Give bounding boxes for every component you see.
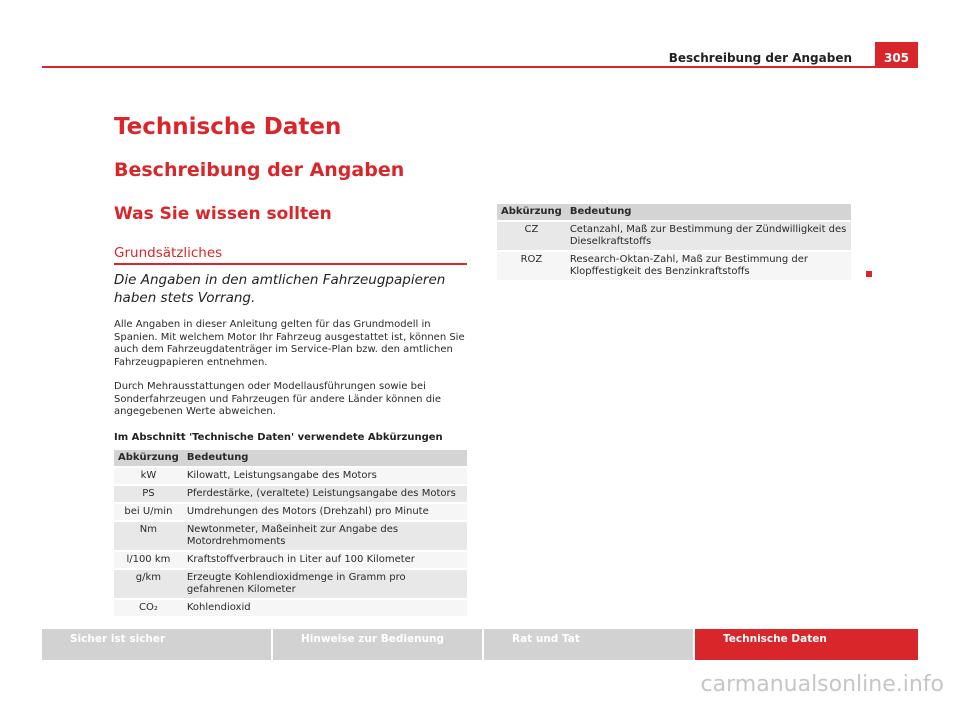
table-row (114, 521, 467, 551)
table-caption: Im Abschnitt 'Technische Daten' verwendete Abkürzungen (114, 432, 443, 443)
body-paragraph: Durch Mehrausstattungen oder Modellausführungen sowie bei Sonderfahrzeugen und Fahrzeugen für andere Länder können die angegebenen Werte abweichen. (114, 381, 441, 418)
meaning-cell: Research-Oktan-Zahl, Maß zur Bestimmung der Klopffestigkeit des Benzinkraftstoffs (566, 251, 851, 280)
abbreviation-cell: kW (114, 467, 183, 485)
tab-hinweise-zur-bedienung[interactable]: Hinweise zur Bedienung (273, 629, 482, 660)
abbreviation-cell: Nm (114, 521, 183, 551)
column-header-meaning: Bedeutung (566, 204, 851, 221)
tab-sicher-ist-sicher[interactable]: Sicher ist sicher (42, 629, 271, 660)
table-row (114, 551, 467, 569)
abbreviation-cell: bei U/min (114, 503, 183, 521)
table-header-row (114, 450, 467, 467)
chapter-title: Technische Daten (114, 114, 342, 140)
topic-rule (114, 263, 467, 265)
abbreviation-cell: CO₂ (114, 599, 183, 616)
meaning-cell: Newtonmeter, Maßeinheit zur Angabe des Motordrehmoments (183, 521, 467, 551)
section-title: Beschreibung der Angaben (114, 159, 405, 181)
table-row (497, 221, 851, 251)
tab-technische-daten[interactable]: Technische Daten (695, 629, 918, 660)
abbreviation-cell: l/100 km (114, 551, 183, 569)
page-number: 305 (875, 42, 918, 68)
abbreviations-table (114, 450, 467, 616)
abbreviation-cell: ROZ (497, 251, 566, 280)
meaning-cell: Pferdestärke, (veraltete) Leistungsangabe des Motors (183, 485, 467, 503)
meaning-cell: Kilowatt, Leistungsangabe des Motors (183, 467, 467, 485)
column-header-meaning: Bedeutung (183, 450, 467, 467)
table-row (114, 569, 467, 599)
column-header-abbreviation: Abkürzung (497, 204, 566, 221)
table-row (114, 467, 467, 485)
running-header-title: Beschreibung der Angaben (668, 51, 852, 65)
header-rule (42, 66, 918, 68)
meaning-cell: Umdrehungen des Motors (Drehzahl) pro Minute (183, 503, 467, 521)
meaning-cell: Kraftstoffverbrauch in Liter auf 100 Kilometer (183, 551, 467, 569)
table-header-row (497, 204, 851, 221)
fuel-abbreviations-table (497, 204, 851, 280)
meaning-cell: Cetanzahl, Maß zur Bestimmung der Zündwilligkeit des Dieselkraftstoffs (566, 221, 851, 251)
table-row (114, 485, 467, 503)
abbreviation-cell: g/km (114, 569, 183, 599)
subsection-title: Was Sie wissen sollten (114, 204, 332, 224)
table-row (114, 503, 467, 521)
abbreviation-cell: PS (114, 485, 183, 503)
meaning-cell: Erzeugte Kohlendioxidmenge in Gramm pro gefahrenen Kilometer (183, 569, 467, 599)
watermark: carmanualsonline.info (700, 672, 944, 697)
table-row (497, 251, 851, 280)
column-header-abbreviation: Abkürzung (114, 450, 183, 467)
chapter-navigation (42, 629, 918, 660)
meaning-cell: Kohlendioxid (183, 599, 467, 616)
lead-text: Die Angaben in den amtlichen Fahrzeugpapieren haben stets Vorrang. (114, 272, 446, 306)
section-end-marker-icon (866, 271, 872, 277)
tab-rat-und-tat[interactable]: Rat und Tat (484, 629, 693, 660)
topic-title: Grundsätzliches (114, 245, 223, 261)
abbreviation-cell: CZ (497, 221, 566, 251)
table-row (114, 599, 467, 616)
body-paragraph: Alle Angaben in dieser Anleitung gelten für das Grundmodell in Spanien. Mit welchem Motor Ihr Fahrzeug ausgestattet ist, können Sie auch dem Fahrzeugdatenträger im Service-Plan bzw. den amtlichen Fahrzeugpapieren entnehmen. (114, 319, 465, 368)
